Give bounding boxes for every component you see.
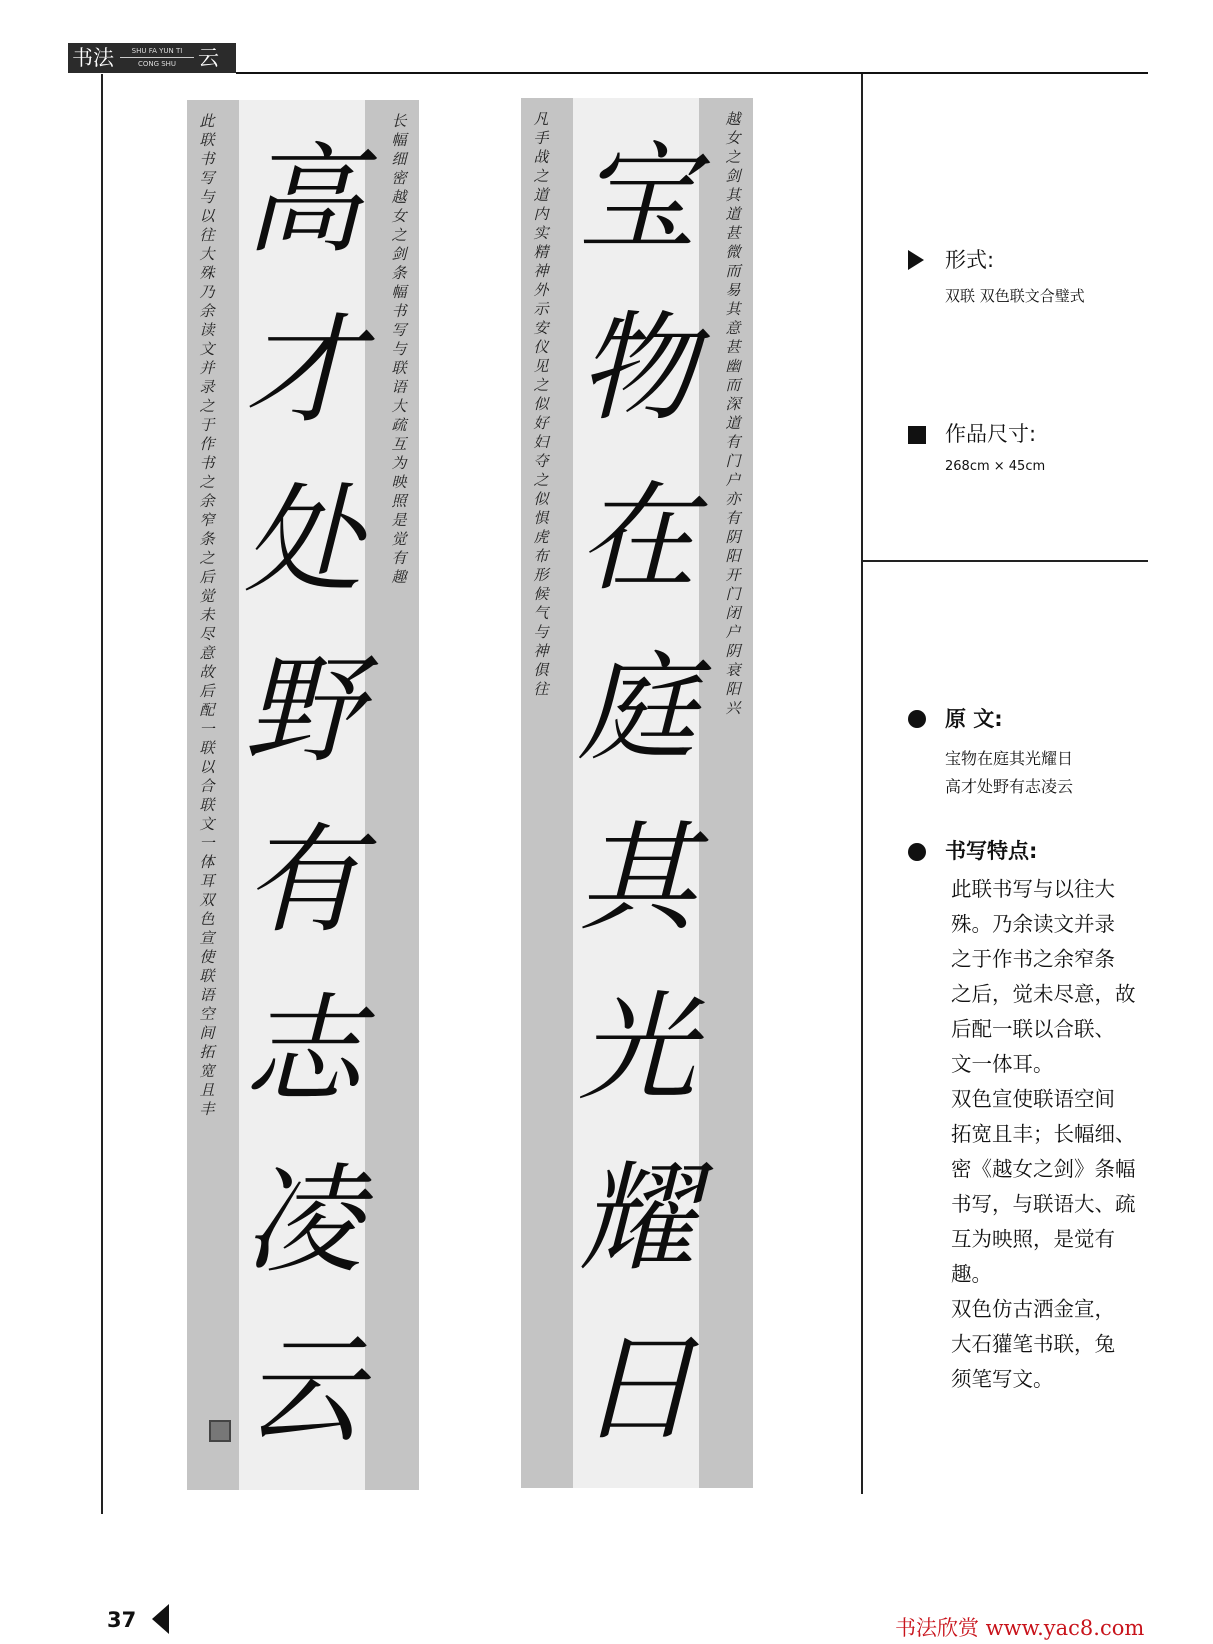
couplet-scroll-right [521, 98, 753, 1488]
main-char-5: 其 [577, 809, 696, 947]
form-title: 形式: [945, 248, 995, 272]
main-char-4: 庭 [577, 639, 696, 777]
square-bullet-icon [908, 426, 926, 444]
left-margin-rule [101, 74, 103, 1514]
main-char-5: 有 [243, 811, 362, 949]
main-char-1: 高 [243, 131, 362, 269]
main-char-6: 光 [577, 979, 696, 1117]
couplet-scroll-left [187, 100, 419, 1490]
play-triangle-icon [908, 250, 924, 270]
inscription-column-2: 长幅细密越女之剑条幅书写与联语大疏互为映照是觉有趣 [391, 112, 407, 586]
page-number: 37 [107, 1608, 137, 1632]
main-char-2: 才 [243, 301, 362, 439]
inscription-column-1: 此联书写与以往大殊乃余读文并录之于作书之余窄条之后觉未尽意故后配一联以合联文一体耳双色宣使联语空间拓宽且丰 [199, 112, 215, 1118]
inscription-column-2: 越女之剑其道甚微而易其意甚幽而深道有门户亦有阴阳开门闭户阴衰阳兴 [725, 110, 741, 717]
main-char-7: 凌 [243, 1151, 362, 1289]
main-char-3: 在 [577, 469, 696, 607]
series-pinyin [118, 45, 196, 70]
info-divider [861, 560, 1148, 562]
main-char-7: 耀 [577, 1149, 696, 1287]
size-title: 作品尺寸: [945, 422, 1037, 446]
main-char-6: 志 [243, 981, 362, 1119]
original-text-line-2: 高才处野有志凌云 [945, 777, 1074, 796]
circle-bullet-icon [908, 710, 926, 728]
main-char-2: 物 [577, 299, 696, 437]
info-column-rule [861, 74, 863, 1494]
inscription-column-1: 凡手战之道内实精神外示安仪见之似好妇夺之似惧虎布形候气与神俱往 [533, 110, 549, 698]
features-title: 书写特点: [945, 839, 1038, 863]
series-title-right: 云梯 [198, 46, 219, 100]
pinyin-divider [120, 57, 194, 58]
size-value: 268cm × 45cm [945, 459, 1046, 474]
features-body: 此联书写与以往大 殊。乃余读文并录 之于作书之余窄条 之后，觉未尽意，故 后配一联以合联、 文一体耳。 双色宣使联语空间 拓宽且丰；长幅细、 密《越女之剑》条幅 书写，与联语大、疏 互为映照，是觉有 趣。 双色仿古洒金宣， 大石獾笔书联，兔 须笔写文。 [951, 877, 1136, 1391]
pinyin-top: SHU FA YUN TI [131, 47, 183, 55]
circle-bullet-icon [908, 843, 926, 861]
seal-stamp [209, 1420, 231, 1442]
main-char-8: 日 [577, 1319, 696, 1457]
main-char-3: 处 [243, 471, 362, 609]
main-char-4: 野 [243, 641, 362, 779]
original-text-title: 原 文: [945, 707, 1003, 731]
form-value: 双联 双色联文合璧式 [945, 287, 1085, 305]
main-char-8: 云 [243, 1321, 362, 1459]
series-header [68, 43, 236, 100]
watermark: 书法欣赏 www.yac8.com [895, 1616, 1145, 1640]
header-rule [236, 72, 1148, 74]
page-arrow-icon [152, 1604, 169, 1634]
pinyin-bottom: CONG SHU [137, 60, 177, 68]
original-text-line-1: 宝物在庭其光耀日 [945, 749, 1074, 768]
series-title-left: 书法 [72, 46, 114, 70]
main-char-1: 宝 [577, 129, 696, 267]
